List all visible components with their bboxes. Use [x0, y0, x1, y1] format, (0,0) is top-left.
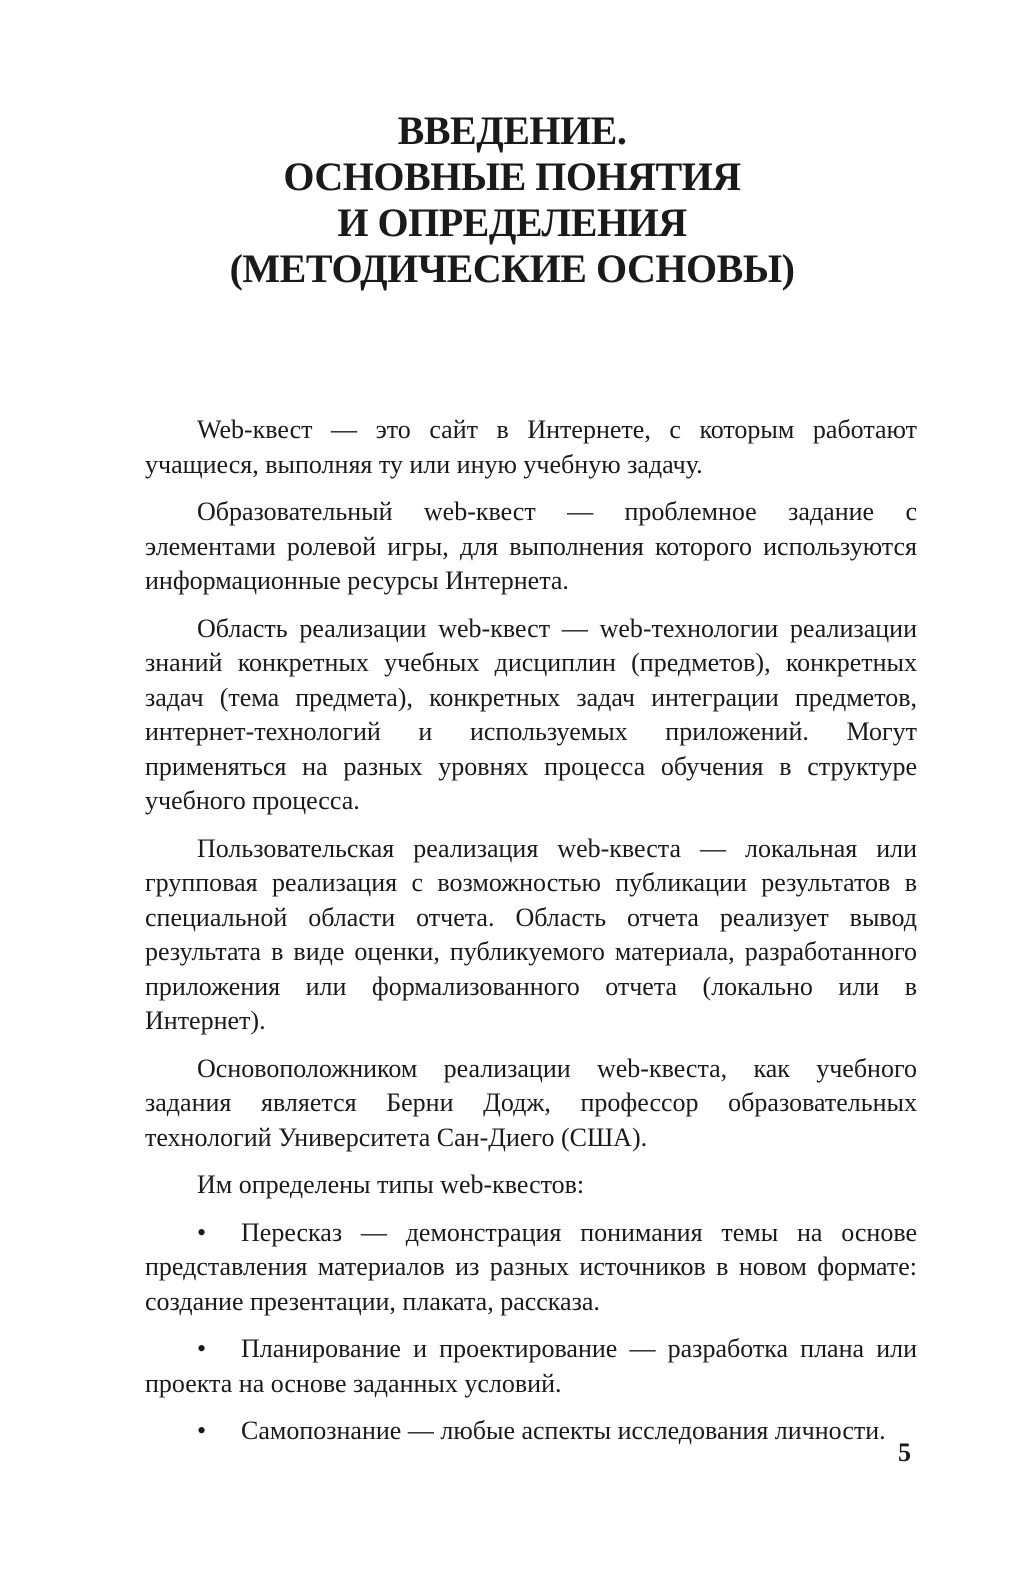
heading-line-1: ВВЕДЕНИЕ.	[397, 108, 627, 153]
bullet-icon: •	[197, 1217, 207, 1247]
paragraph-types-intro: Им определены типы web-квестов:	[197, 1170, 585, 1199]
heading-line-3: И ОПРЕДЕЛЕНИЯ	[337, 200, 687, 245]
paragraph-user-implementation: Пользовательская реализация web-квеста — локальная или групповая реализация с возможностью публикации результатов в специальной области отчета. Область отчета реализует вывод результата в виде оценки, публикуемого материала, разработанного приложения или формализованного отчета (локально или в Интернет).	[145, 833, 917, 1035]
chapter-heading	[140, 108, 884, 292]
list-item	[145, 1332, 917, 1401]
body-text	[145, 413, 917, 1462]
page-number: 5	[898, 1438, 911, 1467]
heading-line-2: ОСНОВНЫЕ ПОНЯТИЯ	[283, 154, 741, 199]
paragraph-founder: Основоположником реализации web-квеста, как учебного задания является Берни Додж, профессор образовательных технологий Университета Сан-Диего (США).	[145, 1053, 917, 1152]
list-item-text: Планирование и проектирование — разработка плана или проекта на основе заданных условий.	[145, 1334, 917, 1398]
paragraph-webquest-definition: Web-квест — это сайт в Интернете, с которым работают учащиеся, выполняя ту или иную учебную задачу.	[145, 415, 917, 479]
bullet-icon: •	[197, 1334, 207, 1363]
paragraph-implementation-area: Область реализации web-квест — web-технологии реализации знаний конкретных учебных дисциплин (предметов), конкретных задач (тема предмета), конкретных задач интеграции предметов, интернет-технологий и используемых приложений. Могут применяться на разных уровнях процесса обучения в структуре учебного процесса.	[145, 613, 917, 815]
bullet-icon: •	[197, 1416, 207, 1445]
list-item-text: Самопознание — любые аспекты исследования личности.	[241, 1416, 886, 1445]
list-item-text: Пересказ — демонстрация понимания темы на основе представления материалов из разных источников в новом формате: создание презентации, плаката, рассказа.	[145, 1217, 917, 1316]
paragraph-educational-webquest: Образовательный web-квест — проблемное задание с элементами ролевой игры, для выполнения которого используются информационные ресурсы Интернета.	[145, 497, 917, 595]
list-item	[145, 1414, 917, 1449]
list-item	[145, 1216, 917, 1320]
heading-line-4: (МЕТОДИЧЕСКИЕ ОСНОВЫ)	[229, 246, 795, 291]
